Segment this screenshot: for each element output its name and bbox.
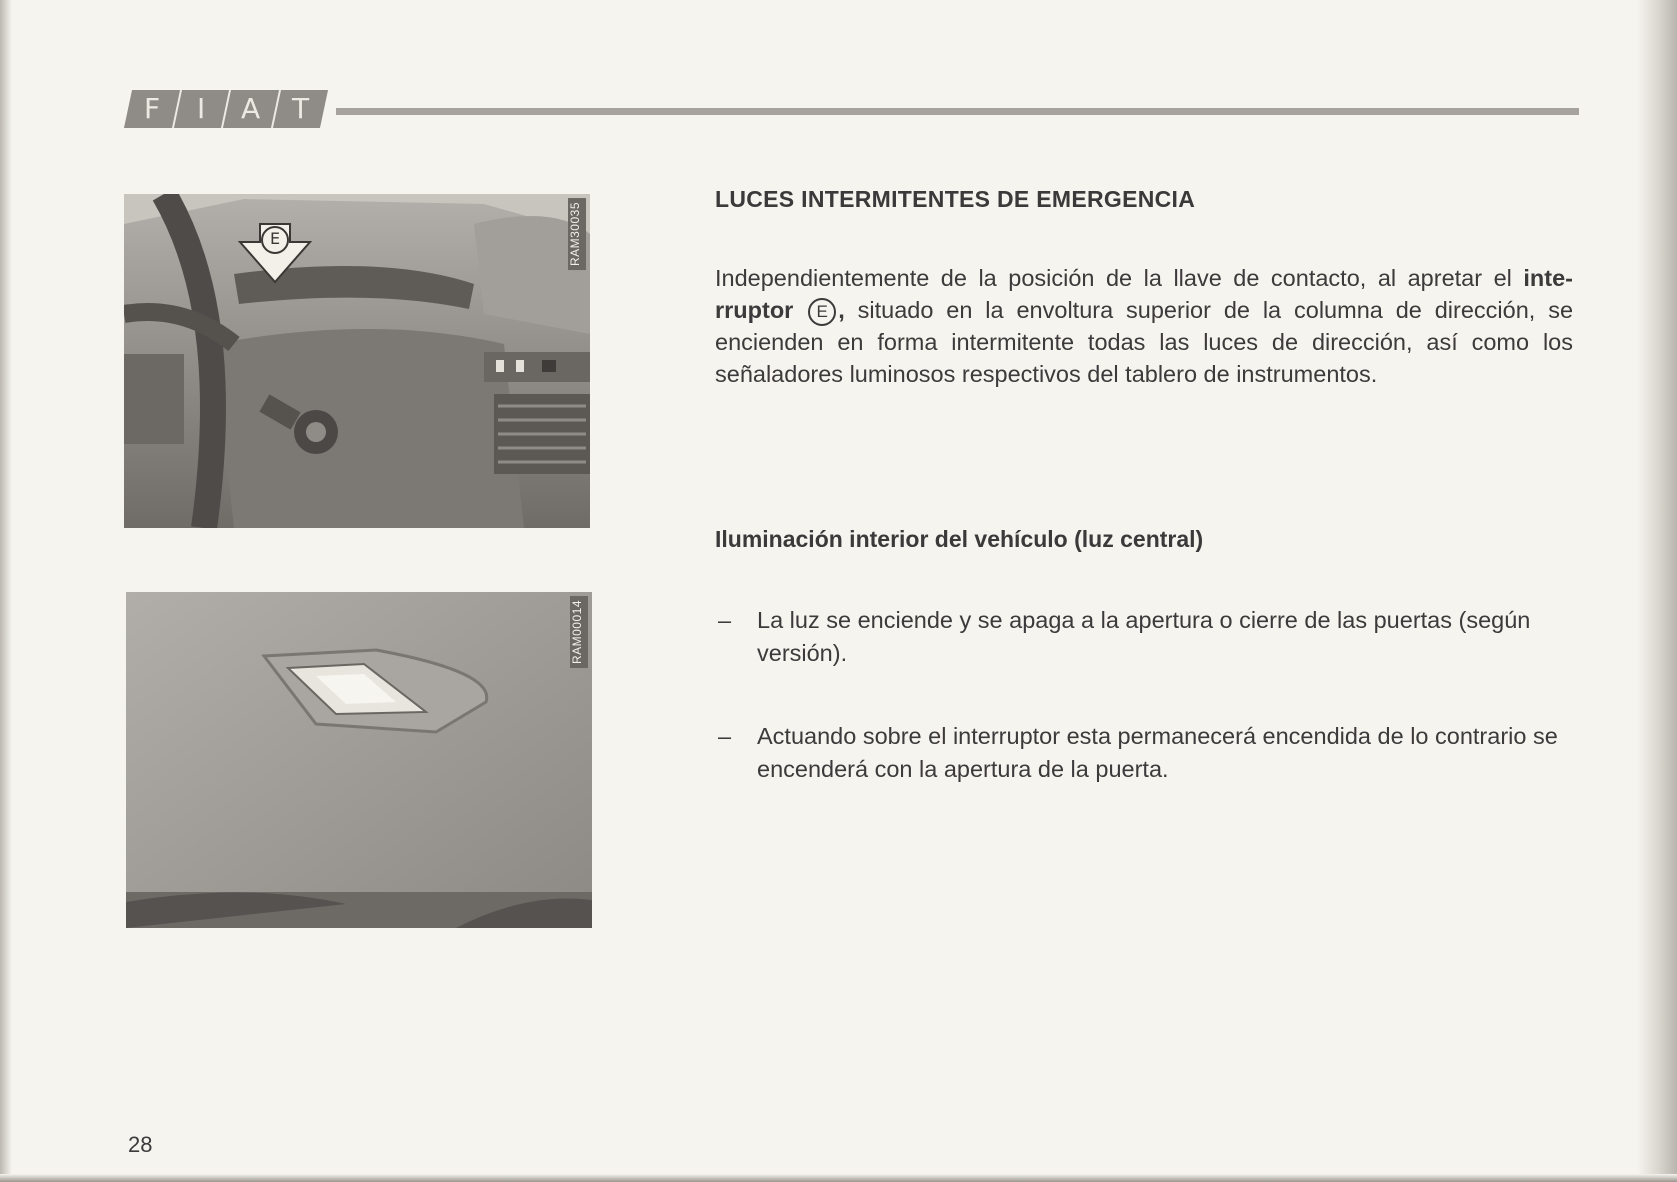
section-title-emergency-lights: LUCES INTERMITENTES DE EMERGENCIA [715, 186, 1196, 212]
page-right-shadow [1637, 0, 1677, 1182]
emergency-lights-paragraph [715, 262, 1573, 390]
list-dash: – [718, 723, 732, 749]
page-number: 28 [128, 1132, 153, 1157]
logo-letter-t [272, 90, 328, 128]
steering-column-photo [124, 194, 590, 528]
logo-letter-f [124, 90, 182, 128]
steering-column-illustration [124, 194, 590, 528]
interior-light-illustration [126, 592, 592, 928]
paragraph-bold-term: inte-rruptor [715, 265, 1573, 323]
interior-light-photo [126, 592, 592, 928]
logo-letter-i [173, 90, 231, 128]
paragraph-comma: , [838, 297, 845, 323]
logo-letter-text: A [241, 92, 261, 125]
photo-code: RAM00014 [570, 596, 588, 668]
switch-e-symbol: E [808, 298, 836, 326]
paragraph-text: situado en la envoltura superior de la columna de dirección, se encienden en forma intermitente todas las luces de dirección, así como los señaladores luminosos respectivos del tablero de instrumentos. [715, 297, 1574, 387]
logo-letter-a [223, 90, 281, 128]
fiat-logo [124, 90, 328, 128]
logo-letter-text: F [143, 92, 160, 125]
photo-code: RAM30035 [568, 198, 586, 270]
list-item-text: Actuando sobre el interruptor esta permanecerá encendida de lo contrario se encenderá con la apertura de la puerta. [757, 723, 1558, 782]
logo-letter-text: T [291, 92, 309, 125]
list-item [715, 604, 1575, 674]
list-item-text: La luz se enciende y se apaga a la apertura o cierre de las puertas (según versión). [757, 607, 1531, 666]
page-bottom-shadow [0, 1174, 1677, 1182]
list-dash: – [718, 607, 732, 633]
paragraph-text: Independientemente de la posición de la llave de contacto, al apretar el [715, 265, 1524, 291]
section-title-interior-light: Iluminación interior del vehículo (luz central) [715, 526, 1204, 552]
list-item [715, 720, 1575, 790]
page-left-shadow [0, 0, 12, 1182]
callout-label-e: E [269, 229, 281, 248]
logo-letter-text: I [197, 92, 206, 125]
header-rule [336, 108, 1579, 115]
